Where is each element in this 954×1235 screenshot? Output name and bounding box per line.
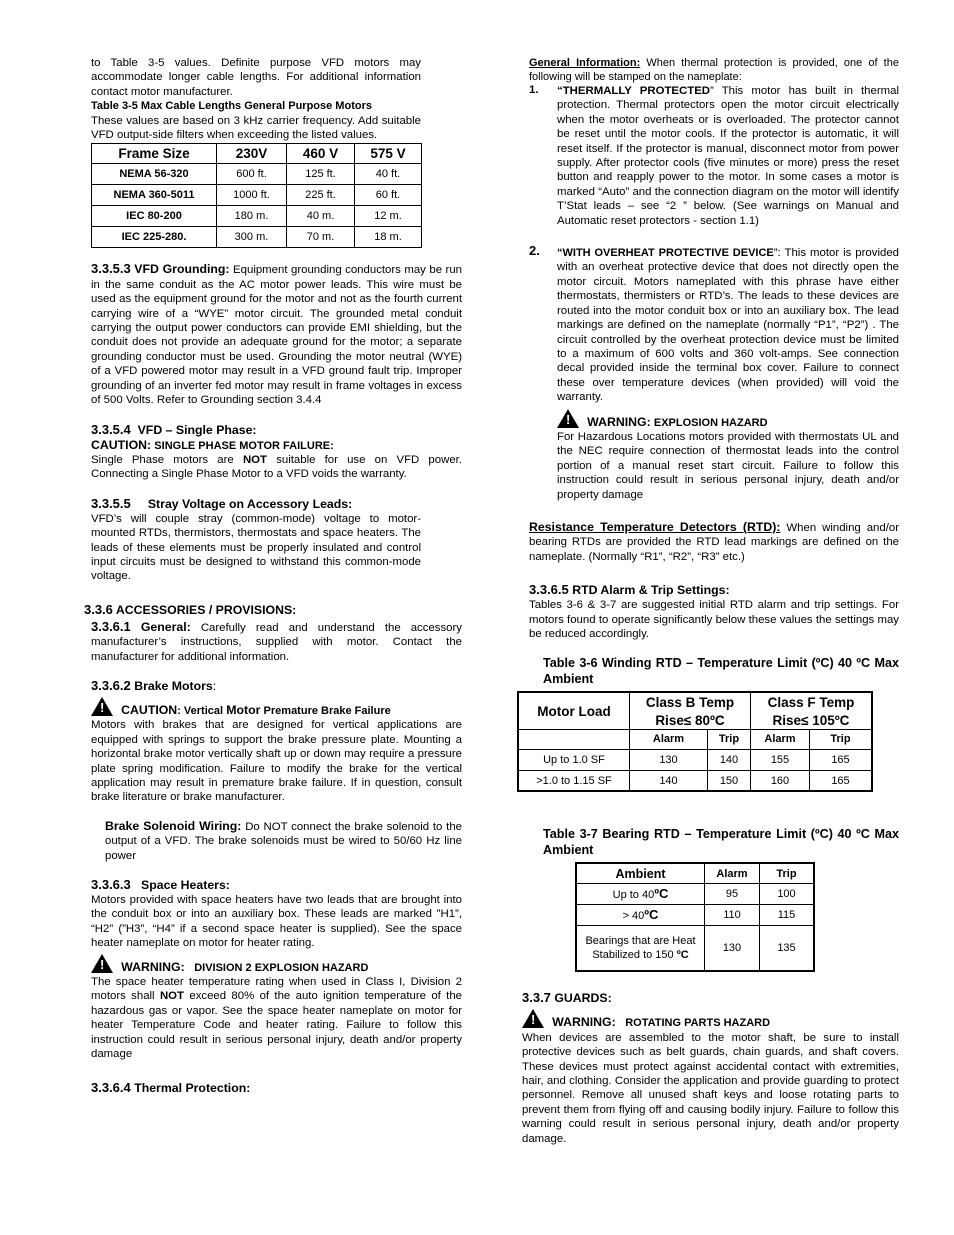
list-item-text [557, 246, 899, 404]
table-cell: 140 [630, 770, 708, 791]
table-cell: NEMA 56-320 [92, 164, 217, 185]
section-text: Do NOT connect the brake solenoid to the output of a VFD. The brake solenoids must be wired to 50/60 Hz line power [105, 820, 463, 862]
unit: ºC [644, 907, 659, 923]
table-header: 575 V [355, 144, 422, 164]
caution-line [91, 438, 462, 453]
table-cell: 140 [708, 749, 751, 770]
item-text: ”: This motor is provided with an overheat protective device that does not directly open the motor circuit. Motors nameplated with this phrase have either thermostats, thermisters or RTD’s. The leads to these devices are routed into the motor conduit box or into an auxiliary box. The lead markings are defined on the nameplate (normally “P1”, “P2”) . The circuit controlled by the overheat protection device must be limited to a maximum of 600 volts and 360 volt-amps. See connection decal provided inside the terminal box cover. Failure to connect these over temperature devices (when provided) will void the warranty. [557, 247, 899, 404]
caution-text: SINGLE PHASE MOTOR FAILURE: [154, 439, 334, 452]
section-number: 3.3.6.5 [529, 582, 569, 598]
table-cell: IEC 80-200 [92, 206, 217, 227]
table-row [92, 206, 422, 227]
section-number: 3.3.7 [522, 990, 551, 1006]
table-row [92, 164, 422, 185]
brake-solenoid-wiring [91, 819, 462, 863]
text-fragment: The space heater temperature rating when used in Class I, Division 2 motors shall [91, 976, 462, 1003]
section-title: General: [140, 619, 191, 634]
section-number: 3.3.6.2 [91, 677, 131, 693]
section-title: Brake Motors [134, 678, 213, 693]
warning-triangle-icon [557, 409, 579, 428]
section-title: Stray Voltage on Accessory Leads: [147, 496, 353, 511]
table-cell: 300 m. [217, 227, 287, 248]
table-cell [576, 883, 705, 904]
table-cell: 70 m. [287, 227, 355, 248]
section-3-3-6-5-heading [529, 582, 899, 598]
section-3-3-6-3-heading [91, 877, 462, 893]
emphasis: NOT [242, 453, 267, 466]
colon: : [212, 678, 217, 693]
section-number: 3.3.5.4 [91, 421, 131, 437]
table-cell: 125 ft. [287, 164, 355, 185]
table-header: Class B Temp [630, 692, 751, 711]
table-cell: 150 [708, 770, 751, 791]
table-row [518, 749, 872, 770]
caution-line [91, 697, 462, 718]
table-cell: 180 m. [217, 206, 287, 227]
table-cell: 165 [810, 770, 873, 791]
warning-line [91, 954, 462, 975]
table-cell: NEMA 360-5011 [92, 185, 217, 206]
text-fragment: Single Phase motors are [91, 453, 234, 466]
table-cell: 12 m. [355, 206, 422, 227]
table-header: Alarm [705, 863, 760, 883]
table-header: Motor Load [518, 692, 630, 729]
list-number: 2. [529, 243, 540, 259]
table-cell [518, 729, 630, 749]
table-cell: 110 [705, 904, 760, 925]
warning-triangle-icon [91, 697, 113, 716]
section-text: Tables 3-6 & 3-7 are suggested initial RTD alarm and trip settings. For motors found to operate significantly below these values the settings may be reduced accordingly. [529, 599, 899, 640]
table-header: 460 V [287, 144, 355, 164]
table-header: 230V [217, 144, 287, 164]
table-cell: 115 [760, 904, 815, 925]
warning-line [557, 409, 899, 430]
section-text: Carefully read and understand the accessory manufacturer’s instructions, supplied with motor. Contact the manufacturer for additional information. [91, 621, 462, 663]
section-number: 3.3.6.4 [91, 1079, 131, 1095]
section-title: Space Heaters: [141, 878, 230, 893]
section-number: 3.3.6.3 [91, 877, 131, 893]
section-text [91, 975, 462, 1061]
text-fragment: exceed 80% of the auto ignition temperature of the hazardous gas or vapor. See the space heater nameplate on motor for heater Temperature Code and heater rating. Failure to follow this instruction could result in serious personal injury, death and/or property damage [91, 990, 463, 1061]
table-cell: 1000 ft. [217, 185, 287, 206]
caution-text: Premature Brake Failure [263, 704, 391, 717]
table-cell: 130 [705, 925, 760, 971]
warning-label: WARNING: [121, 959, 185, 974]
table-header: Class F Temp [751, 692, 873, 711]
warning-label: WARNING: [587, 414, 651, 429]
cell-text: > 40 [622, 910, 645, 923]
general-info-text: When thermal protection is provided, one of the following will be stamped on the nameplate: [529, 57, 899, 83]
table-cell: Up to 1.0 SF [518, 749, 630, 770]
table-3-7-title: Table 3-7 Bearing RTD – Temperature Limit (ºC) 40 ºC Max Ambient [543, 827, 899, 858]
table-row [576, 925, 814, 971]
item-text: ” This motor has built in thermal protection. Thermal protectors open the motor circuit electrically when the motor overheats or is overloaded. The protector cannot be reset until the motor cools. If the protector is automatic, it will reset itself. If the protector is manual, disconnect motor from power supply. After protector cools (five minutes or more) press the reset button and reapply power to the motor. In some cases a motor is marked “Auto” and the connection diagram on the motor will identify T’Stat leads – see “2 ” below. (See warnings on Manual and Automatic reset protectors - section 1.1) [557, 85, 899, 227]
rtd-paragraph [529, 520, 899, 564]
table-cell: 40 m. [287, 206, 355, 227]
general-info-label: General Information: [529, 57, 641, 69]
warning-line [522, 1009, 899, 1030]
section-3-3-6-2-heading [91, 678, 462, 694]
section-title: VFD – Single Phase: [137, 422, 257, 437]
table-cell: 600 ft. [217, 164, 287, 185]
table-cell: 100 [760, 883, 815, 904]
table-subheader: Trip [810, 729, 873, 749]
table-header: Trip [760, 863, 815, 883]
caution-text: : Vertical [177, 704, 224, 717]
table-cell: >1.0 to 1.15 SF [518, 770, 630, 791]
section-title: GUARDS: [554, 991, 612, 1006]
table-row [518, 770, 872, 791]
section-title: ACCESSORIES / PROVISIONS: [115, 602, 297, 617]
table-3-6-title: Table 3-6 Winding RTD – Temperature Limit (ºC) 40 ºC Max Ambient [543, 656, 899, 687]
item-title: “THERMALLY PROTECTED [557, 85, 711, 97]
table-cell: 160 [751, 770, 810, 791]
section-title: RTD Alarm & Trip Settings: [572, 583, 730, 598]
emphasis: NOT [159, 990, 184, 1003]
warning-text: ROTATING PARTS HAZARD [625, 1017, 771, 1030]
table-cell: 135 [760, 925, 815, 971]
section-text: When devices are assembled to the motor shaft, be sure to install protective devices such as belt guards, chain guards, and shaft covers. These devices must protect against accidental contact with extremities, hair, and clothing. Consider the application and provide guarding to protect personnel. Remove all unused shaft keys and loose rotating parts to prevent them from flying off and causing bodily injury. Failure to follow this warning could result in serious personal injury, death and/or property damage. [522, 1031, 899, 1145]
table-cell: 40 ft. [355, 164, 422, 185]
section-title: Thermal Protection: [134, 1080, 251, 1095]
table-cell: 225 ft. [287, 185, 355, 206]
table-cell: 155 [751, 749, 810, 770]
table-3-7 [575, 862, 815, 972]
table-row [92, 185, 422, 206]
section-text: VFD’s will couple stray (common-mode) voltage to motor-mounted RTDs, thermistors, thermostats and space heaters. The leads of these elements must be properly insulated and control input circuits must be designed to withstand this common-mode voltage. [91, 512, 421, 583]
unit: ºC [676, 949, 689, 962]
rtd-text: When winding and/or bearing RTDs are provided the RTD lead markings are defined on the nameplate. (Normally “R1”, “R2”, “R3” etc.) [529, 521, 900, 563]
table-cell: 130 [630, 749, 708, 770]
warning-label: WARNING: [552, 1015, 616, 1030]
table-cell: 95 [705, 883, 760, 904]
table-subheader: Alarm [630, 729, 708, 749]
section-number: 3.3.6.1 [91, 618, 131, 634]
intro-paragraph: to Table 3-5 values. Definite purpose VFD motors may accommodate longer cable lengths. For additional information contact motor manufacturer. [91, 57, 421, 98]
section-3-3-7-heading [522, 990, 899, 1006]
section-text: Equipment grounding conductors may be run in the same conduit as the AC motor power leads. This wire must be used as the equipment ground for the motor and not as the fourth current carrying wire of a “WYE” motor circuit. The grounded metal conduit carrying the output power conductors can provide EMI shielding, but the conduit does not provide an adequate ground for the motor; a separate grounding conductor must be used. Grounding the motor neutral (WYE) of a VFD powered motor may result in a VFD ground fault trip. Improper grounding of an inverter fed motor may result in frame voltages in excess of 500 Volts. Refer to Grounding section 3.4.4 [91, 264, 462, 407]
section-3-3-6-heading [84, 602, 462, 618]
table-header: Frame Size [92, 144, 217, 164]
rtd-title: Resistance Temperature Detectors (RTD): [529, 519, 781, 534]
list-item [529, 243, 899, 502]
table-subheader: Trip [708, 729, 751, 749]
warning-text: EXPLOSION HAZARD [653, 416, 768, 429]
table-cell: 18 m. [355, 227, 422, 248]
table-3-5 [91, 143, 422, 248]
table-header: Rise≤ 80ºC [630, 711, 751, 729]
warning-triangle-icon [522, 1009, 544, 1028]
table-cell: 60 ft. [355, 185, 422, 206]
table-3-6 [517, 691, 873, 792]
section-text: Motors provided with space heaters have two leads that are brought into the conduit box or into an auxiliary box. These leads are marked ”H1”, “H2” (”H3”, “H4” if a second space heater is supplied). See the space heater nameplate on motor for heater rating. [91, 894, 462, 950]
list-number: 1. [529, 84, 539, 96]
caution-label: CAUTION: [91, 437, 152, 452]
caution-label: CAUTION [121, 702, 178, 717]
table-row [576, 883, 814, 904]
warning-body: For Hazardous Locations motors provided with thermostats UL and the NEC require connection of thermostat leads into the control portion of a manual reset start circuit. Failure to follow this instruction could result in serious personal injury, death and/or property damage [557, 430, 899, 501]
text-fragment: suitable for use on VFD power. Connecting a Single Phase Motor to a VFD voids the warranty. [91, 453, 462, 481]
warning-text: DIVISION 2 EXPLOSION HAZARD [194, 961, 369, 974]
left-column [84, 56, 463, 1096]
section-title: VFD Grounding: [134, 262, 230, 277]
table-header: Rise≤ 105ºC [751, 711, 873, 729]
section-number: 3.3.5.5 [91, 495, 131, 511]
section-3-3-5-4-heading [91, 422, 462, 438]
section-3-3-5-5-heading [91, 496, 421, 512]
table-cell [576, 904, 705, 925]
section-3-3-5-3 [91, 262, 462, 407]
table-cell: 165 [810, 749, 873, 770]
item-title: “WITH OVERHEAT PROTECTIVE DEVICE [557, 247, 774, 260]
warning-triangle-icon [91, 954, 113, 973]
list-item [529, 84, 899, 228]
table-3-5-title: Table 3-5 Max Cable Lengths General Purpose Motors [91, 100, 372, 113]
table-subheader: Alarm [751, 729, 810, 749]
cell-text: Bearings that are Heat Stabilized to 150 [585, 935, 696, 962]
cell-text: Up to 40 [612, 889, 655, 902]
table-cell [576, 925, 705, 971]
section-number: 3.3.5.3 [91, 261, 131, 277]
table-header: Ambient [576, 863, 705, 883]
section-text [91, 453, 462, 482]
subsection-title: Brake Solenoid Wiring: [105, 818, 242, 833]
table-cell: IEC 225-280. [92, 227, 217, 248]
right-column [522, 56, 899, 1146]
section-text: Motors with brakes that are designed for vertical applications are equipped with springs to support the brake pressure plate. Mounting a horizontal brake motor vertically shaft up or down may require a pressure plate spring modification. Failure to modify the brake for the vertical application may result in premature brake failure. If in question, consult brake literature or brake manufacturer. [91, 719, 462, 804]
general-information [529, 56, 899, 84]
unit: ºC [654, 886, 669, 902]
section-3-3-6-4-heading [91, 1080, 462, 1096]
section-3-3-6-1 [91, 620, 462, 664]
list-item-text [557, 84, 899, 228]
section-number: 3.3.6 [84, 601, 113, 617]
caution-text: Motor [226, 702, 261, 717]
table-3-5-note: These values are based on 3 kHz carrier frequency. Add suitable VFD output-side filters when exceeding the listed values. [91, 114, 421, 142]
table-row [576, 904, 814, 925]
table-row [92, 227, 422, 248]
